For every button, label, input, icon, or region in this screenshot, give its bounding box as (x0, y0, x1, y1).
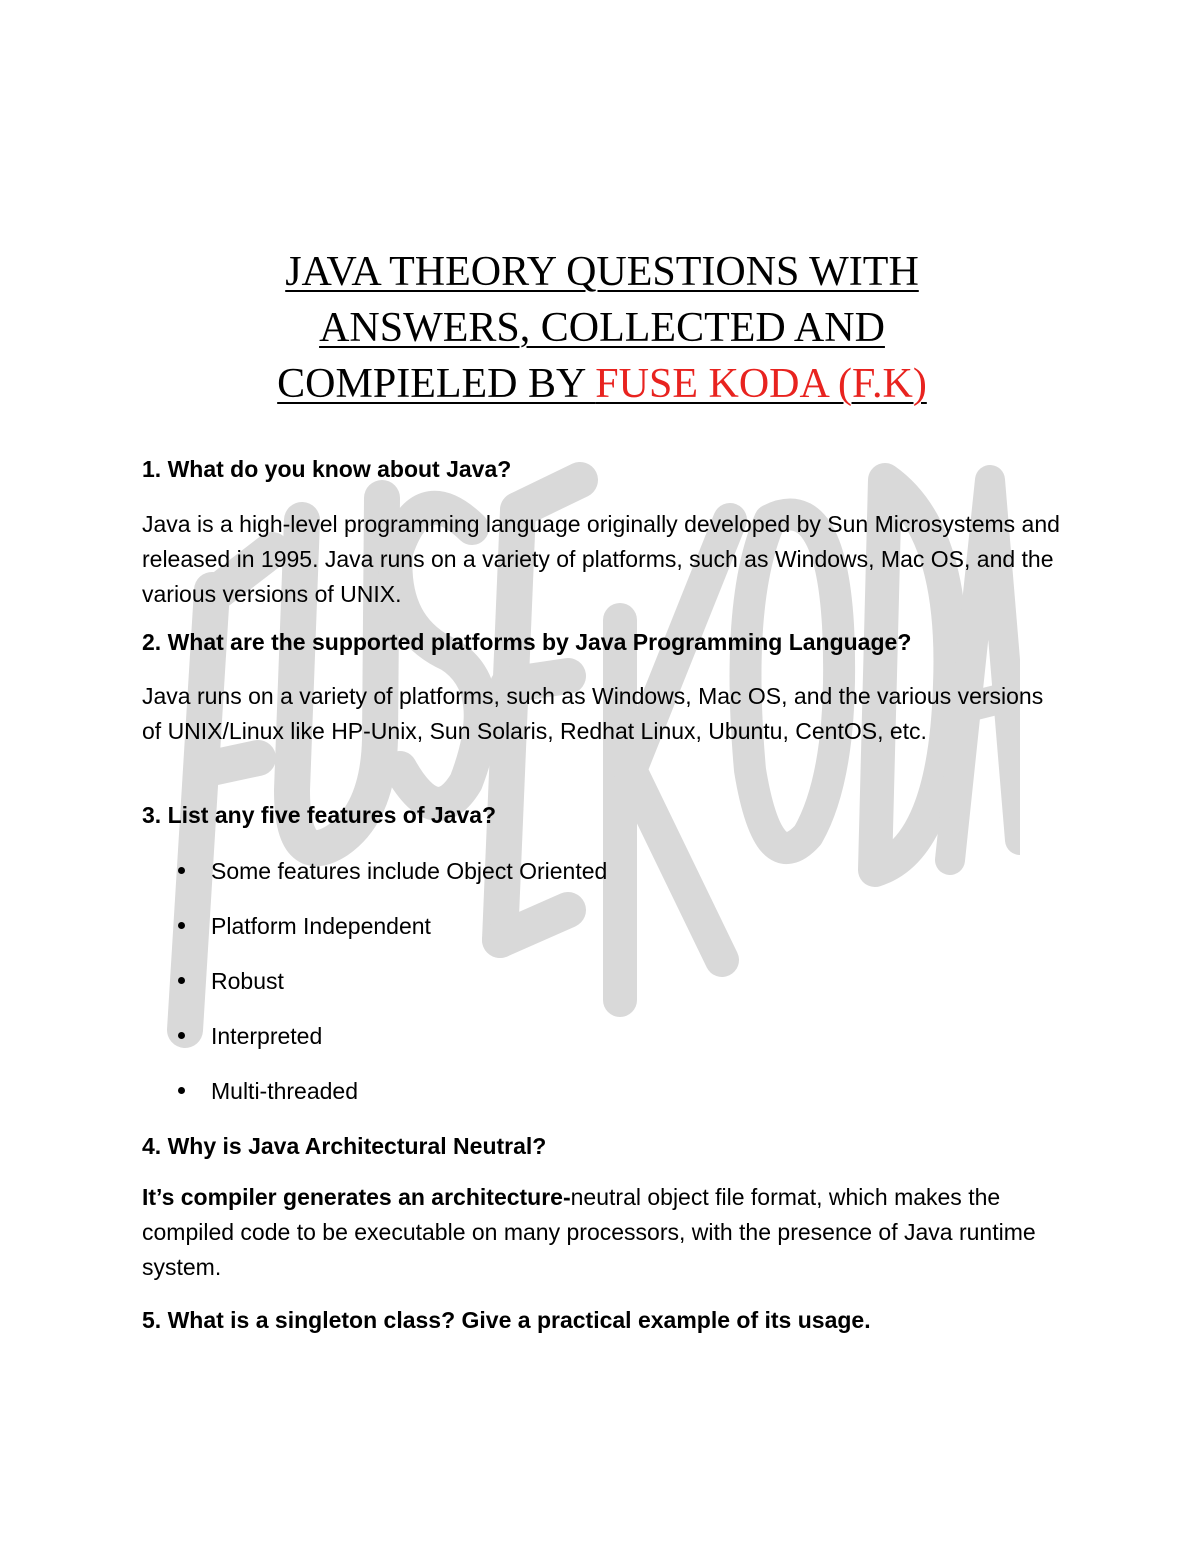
title-line-3-prefix: COMPIELED BY (277, 361, 596, 407)
title-line-1: JAVA THEORY QUESTIONS WITH (285, 249, 919, 295)
question-2: 2. What are the supported platforms by Java Programming Language? (142, 629, 912, 655)
bullet-icon (178, 867, 185, 874)
answer-4-lead: It’s compiler generates an architecture- (142, 1184, 571, 1210)
answer-4-rest: neutral object file format, which makes the compiled code to be executable on many processors, with the presence of Java runtime system. (142, 1184, 1036, 1280)
answer-1: Java is a high-level programming language originally developed by Sun Microsystems and released in 1995. Java runs on a variety of platforms, such as Windows, Mac OS, and the various versions of UNIX. (142, 511, 1060, 607)
question-1: 1. What do you know about Java? (142, 456, 512, 482)
answer-2: Java runs on a variety of platforms, such as Windows, Mac OS, and the various versions of UNIX/Linux like HP-Unix, Sun Solaris, Redhat Linux, Ubuntu, CentOS, etc. (142, 683, 1044, 744)
list-item (142, 963, 607, 1018)
list-item (142, 908, 607, 963)
list-item-text: Robust (211, 968, 284, 994)
author-name: FUSE KODA (F.K) (595, 361, 927, 407)
list-item (142, 853, 607, 908)
document-title (122, 244, 1082, 412)
bullet-icon (178, 922, 185, 929)
list-item-text: Some features include Object Oriented (211, 858, 608, 884)
question-5: 5. What is a singleton class? Give a practical example of its usage. (142, 1307, 871, 1333)
list-item (142, 1018, 607, 1073)
bullet-icon (178, 1087, 185, 1094)
title-line-2: ANSWERS, COLLECTED AND (319, 305, 885, 351)
list-item-text: Multi-threaded (211, 1078, 359, 1104)
list-item-text: Interpreted (211, 1023, 323, 1049)
question-4: 4. Why is Java Architectural Neutral? (142, 1133, 547, 1159)
answer-4 (142, 1180, 1062, 1285)
question-3: 3. List any five features of Java? (142, 802, 497, 828)
features-list (142, 853, 607, 1128)
bullet-icon (178, 1032, 185, 1039)
list-item-text: Platform Independent (211, 913, 431, 939)
bullet-icon (178, 977, 185, 984)
list-item (142, 1073, 607, 1128)
